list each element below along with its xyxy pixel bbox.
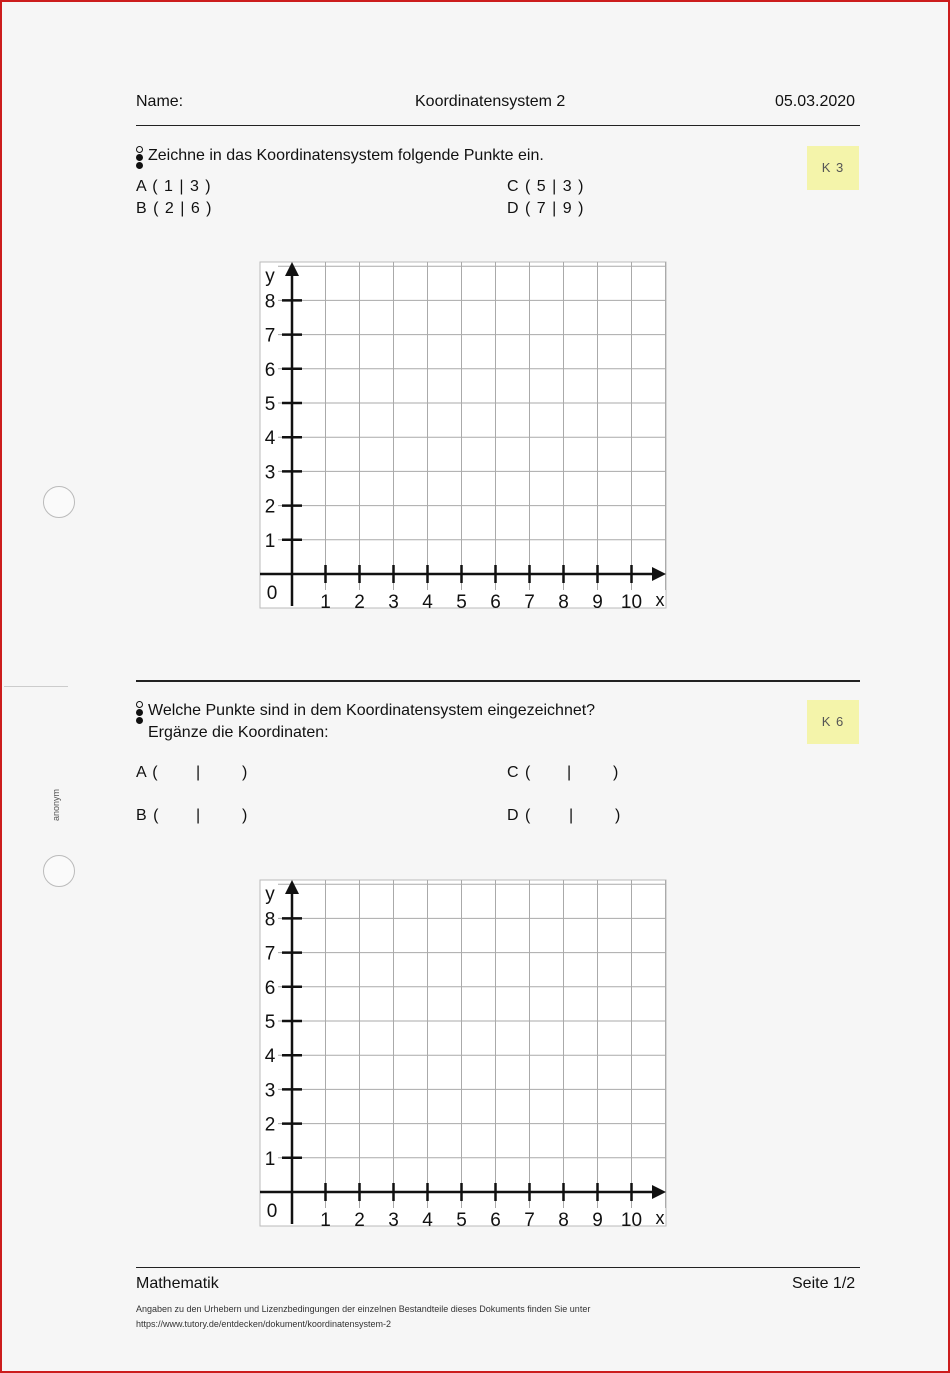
y-tick-label: 8 [264,909,276,931]
difficulty-icon [136,146,144,170]
x-tick-label: 7 [524,1210,535,1230]
y-tick-label: 7 [264,943,276,965]
y-tick-label: 7 [264,325,276,347]
section-rule [136,680,860,682]
point-c: C ( 5 | 3 ) [507,178,585,195]
y-tick-label: 1 [264,530,276,552]
punch-hole [43,855,75,887]
difficulty-icon [136,701,144,725]
x-tick-label: 6 [490,592,501,612]
x-tick-label: 2 [354,592,365,612]
x-axis-label: x [655,1208,665,1228]
footer-credit: Angaben zu den Urhebern und Lizenzbedingungen der einzelnen Bestandteile dieses Dokuments finden Sie unter [136,1304,591,1314]
y-tick-label: 1 [264,1148,276,1170]
task2-instruction-2: Ergänze die Koordinaten: [148,724,329,741]
y-tick-label: 2 [264,496,276,518]
x-tick-label: 4 [422,592,433,612]
origin-label: 0 [266,583,278,604]
answer-d-close: ) [615,807,622,824]
footer-credit-url: https://www.tutory.de/entdecken/dokument/koordinatensystem-2 [136,1319,391,1329]
competence-badge: K 6 [807,700,859,744]
x-tick-label: 3 [388,1210,399,1230]
x-tick-label: 2 [354,1210,365,1230]
x-tick-label: 10 [620,592,643,612]
footer-rule [136,1267,860,1268]
y-tick-label: 5 [264,394,276,415]
answer-a-sep: | [196,764,202,781]
y-tick-label: 2 [264,1114,276,1136]
coordinate-grid-2 [258,878,670,1230]
x-tick-label: 9 [592,592,603,612]
y-axis-label: y [265,884,275,905]
x-tick-label: 8 [558,592,569,612]
y-axis-label: y [265,266,275,287]
point-b: B ( 2 | 6 ) [136,200,213,217]
answer-c-open: C ( [507,764,532,781]
grid-background [260,262,666,608]
x-tick-label: 4 [422,1210,433,1230]
punch-hole [43,486,75,518]
task2-instruction: Welche Punkte sind in dem Koordinatensystem eingezeichnet? [148,702,596,719]
y-tick-label: 8 [264,291,276,313]
footer-subject: Mathematik [136,1275,219,1292]
answer-c-close: ) [613,764,620,781]
y-tick-label: 6 [264,359,276,381]
answer-b-open: B ( [136,807,160,824]
x-tick-label: 8 [558,1210,569,1230]
fold-mark [4,686,68,687]
y-tick-label: 6 [264,977,276,999]
answer-d[interactable] [507,807,622,825]
y-tick-label: 3 [264,1080,276,1102]
y-tick-label: 3 [264,462,276,484]
y-tick-label: 4 [264,1046,276,1068]
footer-page: Seite 1/2 [792,1275,856,1292]
header-rule [136,125,860,126]
x-tick-label: 1 [320,1210,331,1230]
name-label: Name: [136,93,184,110]
x-tick-label: 5 [456,592,467,612]
document-title: Koordinatensystem 2 [415,93,566,110]
x-tick-label: 1 [320,592,331,612]
document-date: 05.03.2020 [775,93,856,110]
x-tick-label: 3 [388,592,399,612]
answer-a-open: A ( [136,764,159,781]
answer-b-close: ) [242,807,249,824]
grid-background [260,880,666,1226]
answer-d-open: D ( [507,807,532,824]
y-tick-label: 5 [264,1012,276,1033]
task1-instruction: Zeichne in das Koordinatensystem folgende Punkte ein. [148,147,544,164]
answer-a[interactable] [136,764,249,782]
x-tick-label: 6 [490,1210,501,1230]
answer-d-sep: | [569,807,575,824]
point-d: D ( 7 | 9 ) [507,200,585,217]
answer-c-sep: | [567,764,573,781]
point-a: A ( 1 | 3 ) [136,178,212,195]
competence-badge: K 3 [807,146,859,190]
answer-b-sep: | [196,807,202,824]
answer-c[interactable] [507,764,620,782]
y-tick-label: 4 [264,428,276,450]
x-tick-label: 5 [456,1210,467,1230]
side-label: anonym [51,788,62,822]
x-tick-label: 10 [620,1210,643,1230]
x-tick-label: 7 [524,592,535,612]
coordinate-grid-1 [258,260,670,612]
answer-a-close: ) [242,764,249,781]
x-axis-label: x [655,590,665,610]
origin-label: 0 [266,1201,278,1222]
x-tick-label: 9 [592,1210,603,1230]
answer-b[interactable] [136,807,249,825]
